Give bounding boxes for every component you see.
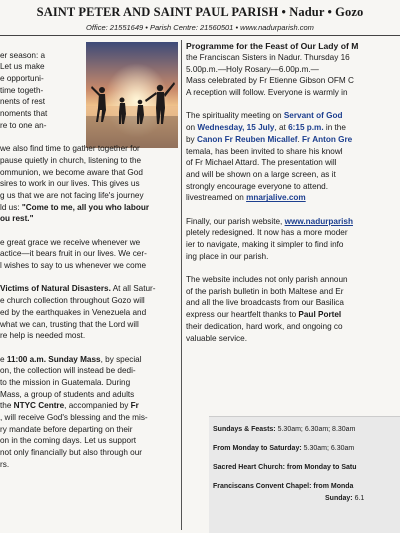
text-line: pause quietly in church, listening to the <box>0 155 142 165</box>
text-line: to the mission in Guatemala. During <box>0 377 131 387</box>
text-line: A reception will follow. Everyone is warmly in <box>186 88 348 98</box>
schedule-label: Sundays & Feasts: <box>213 426 276 433</box>
website-line <box>186 216 400 228</box>
schedule-row-sundays <box>213 426 355 433</box>
text-line: on in the coming days. Let us support <box>0 436 137 446</box>
livestream-link[interactable]: mnarjalive.com <box>246 193 306 203</box>
schedule-times: 5.30am; 6.30am; 8.30am <box>275 426 356 433</box>
text-fragment: on <box>186 123 198 133</box>
text-line: their dedication, hard work, and ongoing co <box>186 321 343 331</box>
text-line: not only financially but also through our <box>0 448 143 458</box>
schedule-row-franciscans <box>213 483 353 490</box>
text-fragment: The spirituality meeting on <box>186 111 284 121</box>
text-line: re to one an- <box>0 120 47 130</box>
text-fragment: , accompanied by <box>64 401 131 411</box>
date-line <box>186 122 400 134</box>
left-spacer <box>0 38 178 50</box>
text-fragment: in the <box>323 123 346 133</box>
text-line: Mass celebrated by Fr Etienne Gibson OFM C <box>186 76 354 86</box>
blank-line <box>186 204 400 216</box>
text-fragment: Finally, our parish website, <box>186 216 285 226</box>
speaker-name: Fr Anton Gre <box>302 134 353 144</box>
text-line: what we can, trusting that the Lord will <box>0 319 139 329</box>
text-line: actice—it bears fruit in our lives. We cer- <box>0 249 147 259</box>
text-line: and all the live broadcasts from our Basilica <box>186 298 344 308</box>
text-fragment: express our heartfelt thanks to <box>186 310 299 320</box>
text-line: ed by the earthquakes in Venezuela and <box>0 307 147 317</box>
text-fragment: e <box>0 354 7 364</box>
text-fragment: livestreamed on <box>186 193 247 203</box>
text-fragment: ld us: <box>0 202 20 212</box>
text-line: sires to work in our lives. This gives us <box>0 179 140 189</box>
text-line: g us that we are not facing life's journey <box>0 190 144 200</box>
thanks-line <box>186 309 400 321</box>
text-line: re help is needed most. <box>0 331 86 341</box>
blank-line <box>186 262 400 274</box>
text-line: e church collection throughout Gozo will <box>0 296 145 306</box>
victims-heading: Victims of Natural Disasters. <box>0 284 111 294</box>
blank-line <box>0 225 178 237</box>
text-line: Let us make <box>0 62 45 72</box>
servant-of-god: Servant of God <box>283 111 343 121</box>
blank-line <box>186 99 400 111</box>
meeting-time: 6:15 p.m. <box>288 123 324 133</box>
text-fragment: by <box>186 134 197 144</box>
text-line: rs. <box>0 459 10 469</box>
blank-line <box>0 342 178 354</box>
text-line: pletely redesigned. It now has a more moder <box>186 228 348 238</box>
text-fragment: . <box>297 134 303 144</box>
text-line: the Franciscan Sisters in Nadur. Thursday 16 <box>186 53 350 62</box>
schedule-label: Sunday: <box>325 495 353 502</box>
text-line: ier to navigate, making it simpler to find info <box>186 240 344 249</box>
text-line: l wishes to say to us whenever we come <box>0 261 147 271</box>
schedule-times: 5.30am; 6.30am <box>301 445 355 452</box>
text-line: ommunion, we become aware that God <box>0 167 143 177</box>
text-line: valuable service. <box>186 333 247 343</box>
left-column <box>0 38 178 470</box>
mass-schedule-box <box>209 416 400 533</box>
text-fragment: , by special <box>100 354 142 364</box>
livestream-line <box>186 192 400 204</box>
parish-website-link[interactable]: www.nadurparish <box>284 216 353 226</box>
text-fragment: , at <box>274 123 289 133</box>
text-line: of the parish bulletin in both Maltese and Er <box>186 286 344 296</box>
text-line: and will be shown on a large screen, as it <box>186 169 336 179</box>
text-line: we also find time to gather together for <box>0 144 140 154</box>
text-line: 5.00p.m.—Holy Rosary—6.00p.m.— <box>186 64 319 74</box>
parish-title: SAINT PETER AND SAINT PAUL PARISH • Nadur • Gozo <box>36 5 364 19</box>
scripture-quote: "Come to me, all you who labour <box>21 202 150 212</box>
schedule-row-weekdays <box>213 445 354 452</box>
text-line: , will receive God's blessing and the mis- <box>0 413 148 422</box>
text-line: Mass, a group of students and adults <box>0 389 135 399</box>
programme-heading: Programme for the Feast of Our Lady of M <box>186 41 359 51</box>
right-column <box>186 52 400 344</box>
text-line: on, the collection will instead be dedi- <box>0 366 136 376</box>
text-line: e great grace we receive whenever we <box>0 237 141 247</box>
text-line: of Fr Michael Attard. The presentation will <box>186 158 337 168</box>
schedule-times: 6.1 <box>352 495 365 502</box>
text-line: e opportuni- <box>0 74 44 84</box>
thanks-name: Paul Portel <box>298 310 342 320</box>
mass-line <box>0 354 178 366</box>
text-line <box>0 202 178 214</box>
spirituality-line <box>186 110 400 122</box>
programme-title <box>186 41 358 53</box>
schedule-label: Franciscans Convent Chapel: from Monda <box>213 483 354 490</box>
text-fragment: the <box>0 401 14 411</box>
schedule-row-sacred-heart <box>213 464 357 471</box>
contact-line: Office: 21551649 • Parish Centre: 21560501 • www.nadurparish.com <box>86 23 314 32</box>
meeting-date: Wednesday, 15 July <box>197 123 275 133</box>
text-line: er season: a <box>0 50 46 60</box>
text-line: ry mandate before departing on their <box>0 424 133 434</box>
text-line: noments that <box>0 109 48 119</box>
victims-line <box>0 283 178 295</box>
text-line: ing place in our parish. <box>186 251 269 261</box>
column-divider <box>181 40 182 530</box>
scripture-quote-end: ou rest." <box>0 214 34 224</box>
text-fragment: Fr <box>130 401 139 411</box>
ntyc-centre: NTYC Centre <box>13 401 65 411</box>
blank-line <box>0 272 178 284</box>
schedule-label: From Monday to Saturday: <box>213 445 302 452</box>
schedule-row-sunday <box>325 495 364 502</box>
canon-line <box>186 134 400 146</box>
schedule-label: Sacred Heart Church: from Monday to Satu <box>213 464 357 471</box>
text-line: strongly encourage everyone to attend. <box>186 181 329 191</box>
blank-line <box>0 132 178 144</box>
text-line: time togeth- <box>0 85 44 95</box>
sunday-mass-time: 11:00 a.m. Sunday Mass <box>6 354 101 364</box>
text-line: temala, has been invited to share his knowl <box>186 146 343 156</box>
text-line: nents of rest <box>0 97 46 107</box>
header-rule <box>0 35 400 36</box>
text-fragment: At all Satur- <box>110 284 156 294</box>
text-line: The website includes not only parish announ <box>186 275 348 285</box>
canon-name: Canon Fr Reuben Micallef <box>196 134 298 144</box>
ntyc-line <box>0 400 178 412</box>
